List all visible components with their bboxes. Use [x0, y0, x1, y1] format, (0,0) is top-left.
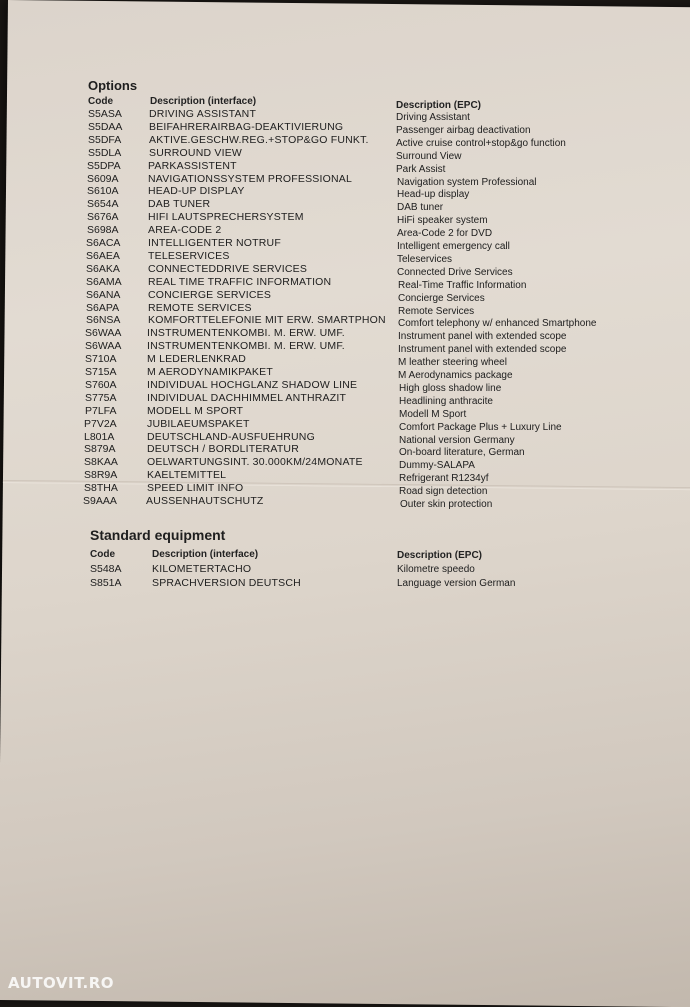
interface-cell: AREA-CODE 2 [148, 224, 222, 237]
code-cell: S609A [87, 172, 119, 185]
interface-cell: INDIVIDUAL DACHHIMMEL ANTHRAZIT [147, 391, 347, 404]
code-cell: S676A [87, 211, 119, 224]
epc-cell: M Aerodynamics package [398, 370, 513, 381]
table-row [0, 340, 690, 356]
code-cell: S610A [87, 185, 119, 198]
epc-cell: Concierge Services [398, 292, 485, 304]
table-row [0, 121, 690, 134]
table-row [0, 418, 690, 431]
epc-cell: DAB tuner [397, 202, 444, 214]
table-row [0, 250, 690, 263]
epc-cell: Headlining anthracite [399, 395, 493, 407]
watermark-logo: AUTOVIT.RO [8, 974, 115, 992]
epc-cell: Instrument panel with extended scope [398, 331, 567, 343]
interface-cell: HIFI LAUTSPRECHERSYSTEM [148, 211, 304, 224]
epc-cell: Driving Assistant [396, 112, 470, 123]
epc-cell: M leather steering wheel [398, 357, 507, 369]
interface-cell: REMOTE SERVICES [148, 301, 252, 314]
epc-cell: National version Germany [399, 434, 515, 446]
table-row [0, 392, 690, 405]
code-cell: S6AKA [86, 262, 120, 275]
code-cell: S710A [85, 353, 117, 366]
interface-cell: M AERODYNAMIKPAKET [147, 366, 273, 378]
interface-cell: HEAD-UP DISPLAY [148, 185, 245, 198]
interface-cell: OELWARTUNGSINT. 30.000KM/24MONATE [147, 456, 363, 469]
epc-cell: Real-Time Traffic Information [398, 279, 527, 291]
table-row [0, 173, 690, 186]
code-cell: S879A [84, 443, 116, 456]
epc-cell: Area-Code 2 for DVD [397, 228, 493, 240]
interface-cell: DEUTSCHLAND-AUSFUEHRUNG [147, 430, 315, 443]
epc-cell: Outer skin protection [400, 499, 493, 510]
epc-cell: HiFi speaker system [397, 215, 488, 227]
table-row [0, 314, 690, 330]
table-row [0, 431, 690, 444]
table-row [0, 482, 690, 498]
table-row [0, 211, 690, 227]
interface-cell: DEUTSCH / BORDLITERATUR [147, 443, 299, 456]
code-cell: S6WAA [85, 327, 122, 340]
table-row [0, 469, 690, 485]
interface-cell: INSTRUMENTENKOMBI. M. ERW. UMF. [147, 327, 345, 340]
code-cell: S760A [85, 378, 117, 391]
code-cell: S775A [85, 391, 117, 404]
options-header-code: Code [88, 96, 113, 107]
table-row [0, 366, 690, 379]
interface-cell: SURROUND VIEW [149, 146, 243, 159]
interface-cell: KOMFORTTELEFONIE MIT ERW. SMARTPHON [148, 314, 386, 327]
code-cell: S654A [87, 198, 119, 211]
code-cell: S6ACA [86, 237, 121, 249]
standard-header-epc: Description (EPC) [397, 550, 483, 561]
epc-cell: Park Assist [396, 163, 446, 175]
epc-cell: Dummy-SALAPA [399, 460, 475, 472]
code-cell: S8KAA [84, 456, 118, 469]
code-cell: L801A [84, 430, 115, 443]
table-row [0, 495, 690, 508]
epc-cell: Passenger airbag deactivation [396, 124, 531, 136]
code-cell: S6APA [86, 301, 120, 314]
epc-cell: Teleservices [397, 253, 453, 265]
code-cell: P7V2A [84, 417, 117, 430]
code-cell: S6ANA [86, 288, 121, 301]
table-row [0, 237, 690, 250]
code-cell: P7LFA [85, 404, 117, 417]
table-row [0, 198, 690, 214]
table-row [0, 563, 690, 576]
table-row [0, 224, 690, 240]
options-header-epc: Description (EPC) [396, 100, 482, 111]
table-row [0, 147, 690, 160]
code-cell: S6AEA [86, 249, 120, 262]
table-row [0, 302, 690, 315]
code-cell: S851A [90, 576, 122, 589]
epc-cell: On-board literature, German [399, 447, 525, 459]
interface-cell: BEIFAHRERAIRBAG-DEAKTIVIERUNG [149, 120, 344, 133]
epc-cell: Road sign detection [399, 486, 488, 498]
epc-cell: Active cruise control+stop&go function [396, 137, 566, 149]
epc-cell: Head-up display [397, 189, 470, 201]
table-row [0, 134, 690, 147]
interface-cell: AKTIVE.GESCHW.REG.+STOP&GO FUNKT. [149, 133, 369, 146]
table-row [0, 160, 690, 173]
table-row [0, 379, 690, 392]
epc-cell: Refrigerant R1234yf [399, 473, 489, 485]
code-cell: S715A [85, 366, 117, 378]
interface-cell: DRIVING ASSISTANT [149, 108, 257, 120]
epc-cell: Modell M Sport [399, 408, 467, 420]
code-cell: S6WAA [85, 340, 122, 353]
epc-cell: Intelligent emergency call [397, 241, 510, 252]
code-cell: S8R9A [84, 469, 118, 482]
table-row [0, 327, 690, 343]
code-cell: S6AMA [86, 275, 122, 288]
options-header-interface: Description (interface) [150, 96, 257, 107]
interface-cell: INTELLIGENTER NOTRUF [148, 237, 281, 249]
code-cell: S9AAA [83, 495, 117, 507]
standard-header-interface: Description (interface) [152, 549, 259, 560]
interface-cell: DAB TUNER [148, 198, 211, 211]
standard-title: Standard equipment [90, 527, 226, 543]
table-row [0, 353, 690, 369]
epc-cell: Navigation system Professional [397, 176, 537, 188]
interface-cell: SPRACHVERSION DEUTSCH [152, 576, 301, 589]
interface-cell: TELESERVICES [148, 249, 230, 262]
table-row [0, 108, 690, 121]
epc-cell: Instrument panel with extended scope [398, 344, 567, 356]
table-row [0, 276, 690, 289]
interface-cell: INDIVIDUAL HOCHGLANZ SHADOW LINE [147, 378, 358, 391]
epc-cell: Connected Drive Services [397, 266, 513, 278]
table-row [0, 289, 690, 302]
standard-header-code: Code [90, 549, 115, 560]
code-cell: S8THA [84, 482, 118, 495]
interface-cell: KAELTEMITTEL [147, 469, 227, 482]
interface-cell: JUBILAEUMSPAKET [147, 417, 250, 430]
table-row [0, 263, 690, 276]
code-cell: S5DPA [87, 159, 121, 172]
interface-cell: REAL TIME TRAFFIC INFORMATION [148, 275, 332, 288]
interface-cell: NAVIGATIONSSYSTEM PROFESSIONAL [148, 172, 352, 185]
options-title: Options [88, 78, 138, 93]
epc-cell: High gloss shadow line [399, 382, 502, 394]
epc-cell: Language version German [397, 577, 516, 589]
table-row [0, 185, 690, 201]
interface-cell: CONNECTEDDRIVE SERVICES [148, 262, 308, 275]
epc-cell: Comfort telephony w/ enhanced Smartphone [398, 318, 597, 330]
interface-cell: SPEED LIMIT INFO [147, 482, 244, 495]
interface-cell: INSTRUMENTENKOMBI. M. ERW. UMF. [147, 340, 345, 353]
code-cell: S5DLA [88, 146, 122, 159]
interface-cell: AUSSENHAUTSCHUTZ [146, 495, 264, 507]
code-cell: S5DFA [88, 133, 122, 146]
table-row [0, 443, 690, 459]
code-cell: S5ASA [88, 108, 122, 120]
code-cell: S548A [90, 563, 122, 575]
interface-cell: MODELL M SPORT [147, 404, 244, 417]
epc-cell: Comfort Package Plus + Luxury Line [399, 421, 562, 433]
code-cell: S698A [87, 224, 119, 237]
code-cell: S5DAA [88, 120, 123, 133]
code-cell: S6NSA [86, 314, 121, 327]
table-row [0, 456, 690, 472]
interface-cell: KILOMETERTACHO [152, 563, 252, 575]
interface-cell: M LEDERLENKRAD [147, 353, 247, 366]
interface-cell: PARKASSISTENT [148, 159, 237, 172]
epc-cell: Kilometre speedo [397, 564, 475, 575]
interface-cell: CONCIERGE SERVICES [148, 288, 272, 301]
epc-cell: Surround View [396, 150, 462, 162]
epc-cell: Remote Services [398, 305, 475, 317]
table-row [0, 577, 690, 590]
table-row [0, 405, 690, 418]
